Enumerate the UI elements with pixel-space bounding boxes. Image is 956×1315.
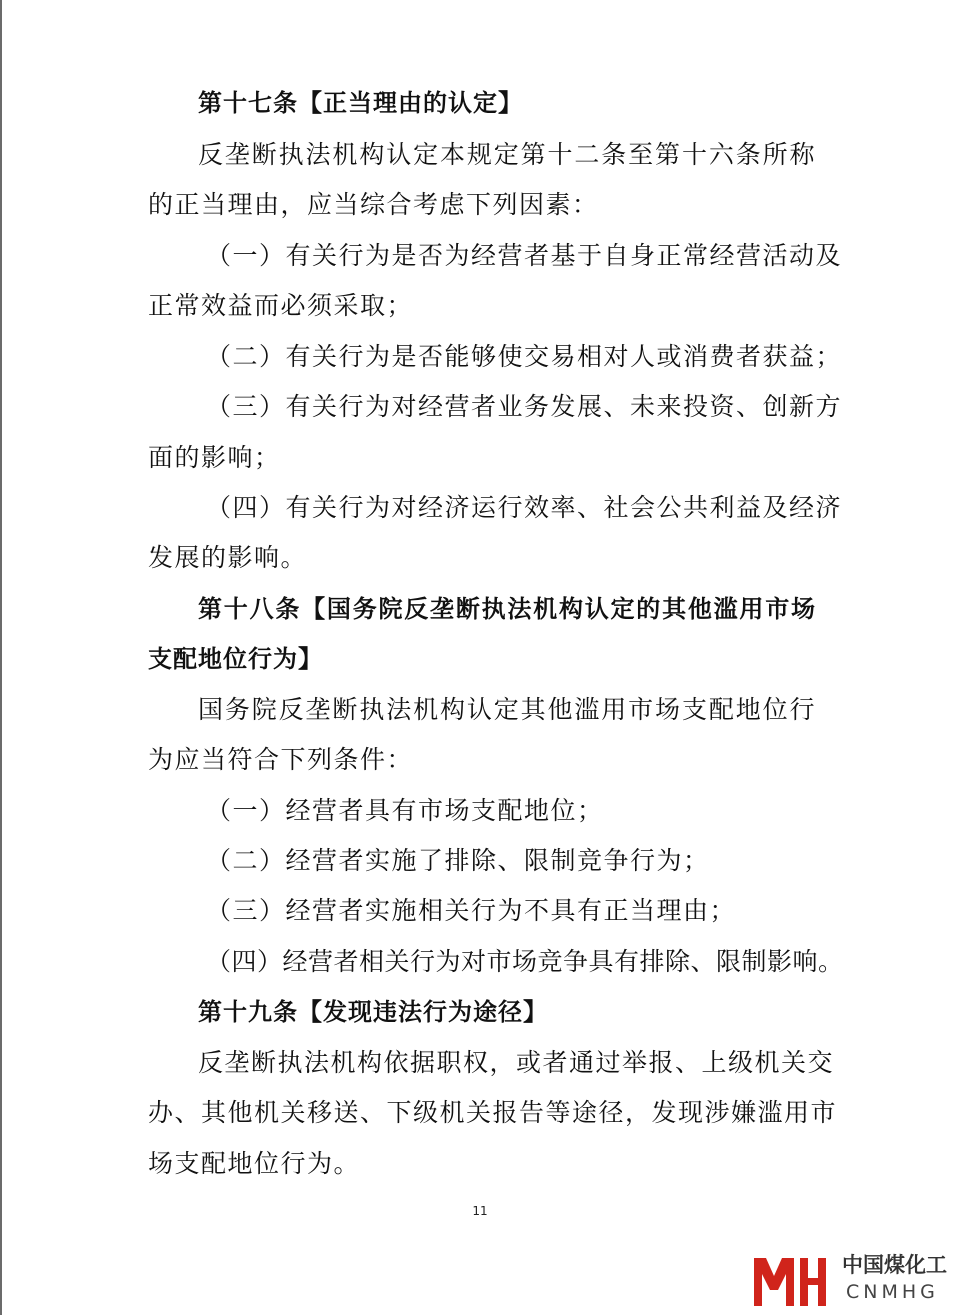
watermark-en-text: CNMHG	[846, 1281, 939, 1303]
article-18-item-4: （四）经营者相关行为对市场竞争具有排除、限制影响。	[206, 947, 844, 976]
article-18-heading-line-1: 第十八条【国务院反垄断执法机构认定的其他滥用市场	[198, 595, 816, 623]
article-17-item-4-line-1: （四）有关行为对经济运行效率、社会公共利益及经济	[206, 493, 843, 522]
article-17-item-3-line-2: 面的影响；	[148, 443, 281, 472]
article-19-paragraph-line-3: 场支配地位行为。	[148, 1149, 361, 1178]
watermark	[744, 1242, 956, 1315]
article-17-item-1-line-1: （一）有关行为是否为经营者基于自身正常经营活动及	[206, 241, 843, 270]
article-19-paragraph-line-2: 办、其他机关移送、下级机关报告等途径，发现涉嫌滥用市	[148, 1098, 838, 1127]
article-18-paragraph-line-2: 为应当符合下列条件：	[148, 745, 414, 774]
article-17-heading: 第十七条【正当理由的认定】	[198, 89, 523, 117]
article-18-paragraph-line-1: 国务院反垄断执法机构认定其他滥用市场支配地位行	[198, 695, 816, 724]
article-17-item-4-line-2: 发展的影响。	[148, 543, 308, 572]
article-17-item-1-line-2: 正常效益而必须采取；	[148, 291, 414, 320]
article-18-heading-line-2: 支配地位行为】	[148, 645, 323, 673]
article-17-paragraph-line-2: 的正当理由，应当综合考虑下列因素：	[148, 190, 599, 219]
article-18-item-2: （二）经营者实施了排除、限制竞争行为；	[206, 846, 710, 875]
article-18-item-3: （三）经营者实施相关行为不具有正当理由；	[206, 896, 737, 925]
mh-logo-icon	[750, 1250, 830, 1310]
article-17-item-3-line-1: （三）有关行为对经营者业务发展、未来投资、创新方	[206, 392, 843, 421]
article-17-item-2: （二）有关行为是否能够使交易相对人或消费者获益；	[206, 342, 843, 371]
article-19-heading: 第十九条【发现违法行为途径】	[198, 998, 548, 1026]
article-19-paragraph-line-1: 反垄断执法机构依据职权，或者通过举报、上级机关交	[198, 1048, 835, 1077]
page-left-border	[0, 0, 2, 1315]
page-number: 11	[472, 1204, 488, 1218]
article-18-item-1: （一）经营者具有市场支配地位；	[206, 796, 604, 825]
article-17-paragraph-line-1: 反垄断执法机构认定本规定第十二条至第十六条所称	[198, 140, 816, 169]
watermark-cn-text: 中国煤化工	[842, 1253, 947, 1277]
